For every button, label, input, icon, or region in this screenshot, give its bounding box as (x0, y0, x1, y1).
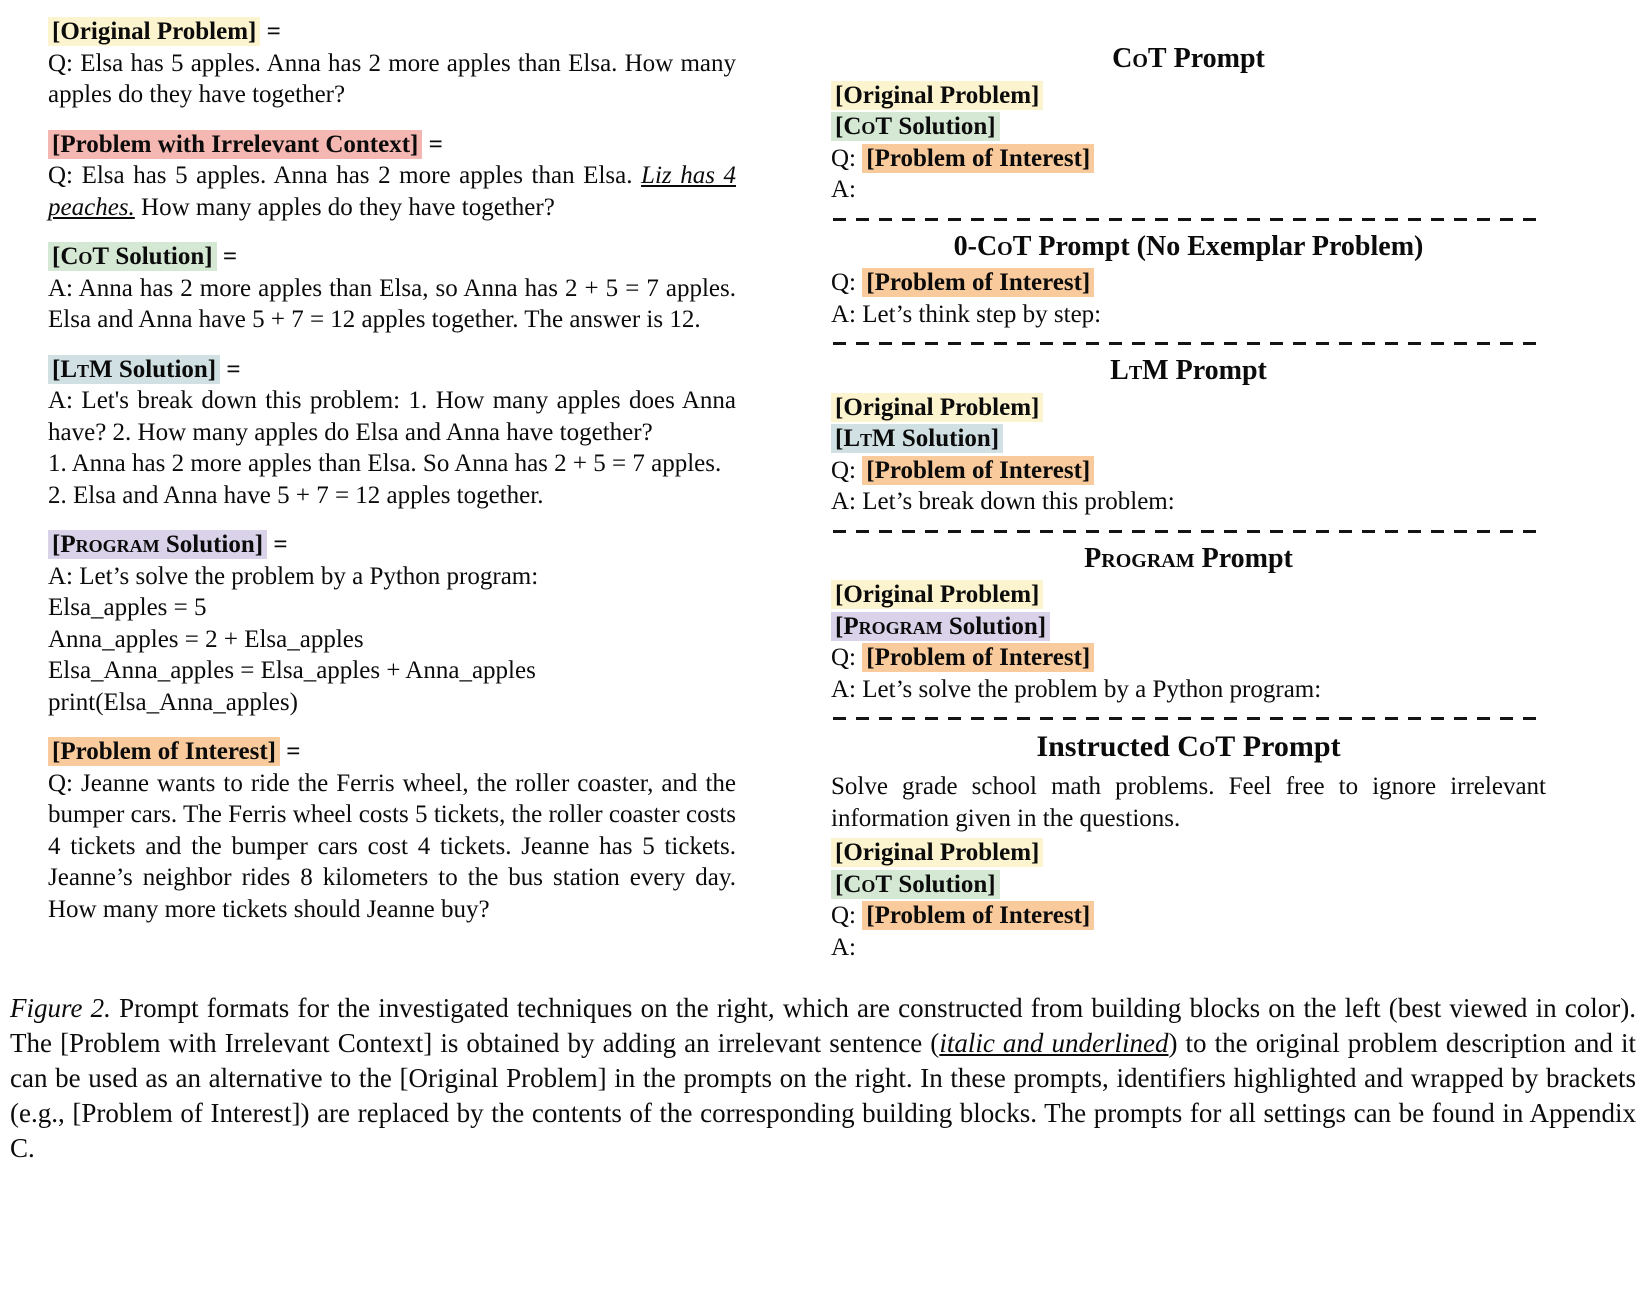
dashed-separator (833, 530, 1544, 533)
answer-line: A: Let’s think step by step: (831, 300, 1102, 328)
chip-text: Solution] (942, 612, 1047, 640)
problem-of-interest-label-chip (48, 737, 280, 766)
chip-text: [Problem of Interest] (866, 144, 1091, 172)
question-line (831, 642, 1546, 674)
answer-line: A: (831, 933, 856, 961)
dashed-separator (833, 717, 1544, 720)
irrelevant-context-text (48, 160, 736, 223)
figure-caption (10, 991, 1636, 1165)
title-pre: 0- (953, 230, 977, 262)
caption-text: Prompt formats for the investigated techniques on the right, which are constructed from building blocks on the left (best viewed in color). The [Problem with Irrelevant Context] is obtained by adding an irrelevant sentence ( (10, 993, 1637, 1059)
figure-label: Figure 2. (10, 993, 111, 1024)
caption-emphasis: italic and underlined (939, 1028, 1169, 1059)
chip-text: [Problem of Interest] (866, 902, 1091, 930)
label-text: [Original Problem] (52, 18, 257, 45)
block-label-line (48, 16, 736, 48)
chip-smallcaps: [CoT (835, 870, 893, 898)
irrelevant-sentence: Liz has 4 peaches. (48, 162, 737, 221)
equals-sign: = (422, 130, 443, 158)
text-before-irrelevant: Q: Elsa has 5 apples. Anna has 2 more apples than Elsa. (48, 162, 642, 189)
block-label-line (48, 529, 736, 561)
cot-prompt-section (831, 42, 1546, 221)
title-rest: Prompt (1166, 43, 1265, 74)
program-prompt-section (831, 542, 1546, 721)
figure-columns (10, 16, 1636, 963)
problem-of-interest-chip (862, 456, 1094, 485)
section-title (831, 354, 1546, 388)
text-after-irrelevant: How many apples do they have together? (134, 193, 555, 221)
question-line (831, 143, 1546, 175)
question-prefix: Q: (831, 456, 863, 484)
program-solution-block (48, 529, 736, 718)
chip-smallcaps: [CoT (835, 113, 893, 141)
problem-of-interest-block (48, 736, 736, 925)
title-smallcaps: CoT (1177, 730, 1236, 764)
problem-of-interest-chip (862, 144, 1094, 173)
label-text: [Problem with Irrelevant Context] (52, 130, 419, 158)
title-rest: Prompt (1235, 730, 1341, 764)
cot-solution-label-chip (48, 242, 217, 271)
cot-solution-chip (831, 870, 1000, 899)
block-label-line (48, 129, 736, 161)
problem-of-interest-chip (862, 643, 1094, 672)
program-code-line: Anna_apples = 2 + Elsa_apples (48, 625, 364, 653)
label-text: Solution] (112, 355, 217, 383)
label-text: Solution] (109, 243, 213, 270)
ltm-solution-block (48, 354, 736, 512)
ltm-solution-line: A: Let's break down this problem: 1. How many apples does Anna have? 2. How many apples do Elsa and Anna have together? (48, 387, 736, 446)
title-smallcaps: LtM (1110, 355, 1169, 387)
question-line (831, 455, 1546, 487)
chip-line (831, 80, 1546, 112)
section-title (831, 230, 1546, 264)
label-smallcaps: [LtM (52, 355, 113, 383)
ltm-prompt-section (831, 354, 1546, 533)
title-smallcaps: CoT (976, 230, 1032, 262)
dashed-separator (833, 218, 1544, 221)
question-prefix: Q: (831, 902, 863, 930)
program-solution-chip (831, 612, 1050, 641)
ltm-solution-line: 1. Anna has 2 more apples than Elsa. So Anna has 2 + 5 = 7 apples. (48, 450, 722, 477)
program-solution-label-chip (48, 530, 267, 559)
section-title (831, 42, 1546, 76)
chip-smallcaps: [LtM (835, 425, 896, 453)
problem-of-interest-chip (862, 901, 1094, 930)
equals-sign: = (267, 531, 288, 558)
chip-line (831, 837, 1546, 869)
caption-text: ) to the original problem description and it can be used as an alternative to the [Original Problem] in the prompts on the right. In these prompts, identifiers highlighted and wrapped by brackets (e.g., [Problem of Interest]) are replaced by the contents of the corresponding building blocks. The prompts for all settings can be found in Appendix C. (10, 1028, 1637, 1163)
equals-sign: = (220, 355, 241, 383)
chip-text: [Problem of Interest] (866, 644, 1091, 672)
question-line (831, 900, 1546, 932)
title-smallcaps: CoT (1112, 43, 1167, 74)
building-blocks-column (48, 16, 736, 943)
question-prefix: Q: (831, 644, 863, 672)
chip-line (831, 579, 1546, 611)
irrelevant-context-block (48, 129, 736, 224)
chip-text: [Problem of Interest] (866, 269, 1091, 297)
original-problem-block (48, 16, 736, 111)
ltm-solution-chip (831, 424, 1003, 453)
section-title (831, 542, 1546, 576)
title-rest: Prompt (1168, 355, 1267, 387)
question-line (831, 267, 1546, 299)
title-rest: Prompt (1194, 542, 1293, 574)
ltm-solution-line: 2. Elsa and Anna have 5 + 7 = 12 apples together. (48, 481, 544, 509)
program-code-line: Elsa_apples = 5 (48, 594, 207, 621)
block-label-line (48, 736, 736, 768)
answer-line: A: Let’s break down this problem: (831, 488, 1175, 516)
answer-line: A: (831, 176, 856, 204)
answer-line: A: Let’s solve the problem by a Python program: (831, 675, 1322, 703)
original-problem-chip (831, 838, 1043, 867)
chip-line (831, 423, 1546, 455)
equals-sign: = (260, 18, 281, 45)
chip-line (831, 111, 1546, 143)
cot-solution-text: A: Anna has 2 more apples than Elsa, so Anna has 2 + 5 = 7 apples. Elsa and Anna have 5 + 7 = 12 apples together. The answer is 12. (48, 274, 736, 333)
original-problem-chip (831, 393, 1043, 422)
program-solution-line: A: Let’s solve the problem by a Python program: (48, 562, 539, 590)
title-smallcaps: Program (1084, 542, 1195, 574)
ltm-solution-label-chip (48, 355, 220, 384)
equals-sign: = (280, 738, 301, 765)
question-prefix: Q: (831, 144, 863, 172)
problem-of-interest-text: Q: Jeanne wants to ride the Ferris wheel, the roller coaster, and the bumper cars. The Ferris wheel costs 5 tickets, the roller coaster costs 4 tickets and the bumper cars cost 4 tickets. Jeanne has 5 tickets. Jeanne’s neighbor rides 8 kilometers to the bus station every day. How many more tickets should Jeanne buy? (48, 769, 736, 923)
instruction-text: Solve grade school math problems. Feel free to ignore irrelevant information given in the questions. (831, 773, 1546, 832)
chip-text: Solution] (892, 870, 996, 898)
chip-text: [Original Problem] (835, 81, 1040, 109)
section-title (831, 729, 1546, 765)
chip-text: Solution] (892, 113, 996, 141)
chip-text: [Original Problem] (835, 839, 1040, 867)
chip-line (831, 611, 1546, 643)
chip-line (831, 392, 1546, 424)
label-smallcaps: [Program (52, 531, 160, 558)
chip-text: [Problem of Interest] (866, 456, 1091, 484)
original-problem-chip (831, 580, 1043, 609)
chip-smallcaps: [Program (835, 612, 943, 640)
cot-solution-block (48, 241, 736, 336)
equals-sign: = (216, 243, 238, 270)
irrelevant-context-label-chip (48, 130, 422, 159)
original-problem-label-chip (48, 17, 260, 46)
program-code-line: print(Elsa_Anna_apples) (48, 688, 298, 716)
title-pre: Instructed (1036, 730, 1178, 764)
title-rest: Prompt (No Exemplar Problem) (1031, 230, 1424, 262)
zero-cot-prompt-section (831, 230, 1546, 346)
block-label-line (48, 241, 736, 273)
question-prefix: Q: (831, 269, 863, 297)
cot-solution-chip (831, 112, 1000, 141)
block-label-line (48, 354, 736, 386)
label-text: [Problem of Interest] (52, 738, 277, 765)
dashed-separator (833, 342, 1544, 345)
chip-line (831, 869, 1546, 901)
chip-text: Solution] (895, 425, 1000, 453)
label-text: Solution] (159, 531, 264, 558)
prompt-formats-column (831, 16, 1546, 963)
instructed-cot-prompt-section (831, 729, 1546, 963)
chip-text: [Original Problem] (835, 393, 1040, 421)
program-code-line: Elsa_Anna_apples = Elsa_apples + Anna_apples (48, 657, 536, 684)
chip-text: [Original Problem] (835, 581, 1040, 609)
original-problem-chip (831, 81, 1043, 110)
label-smallcaps: [CoT (52, 243, 110, 270)
problem-of-interest-chip (862, 268, 1094, 297)
original-problem-text: Q: Elsa has 5 apples. Anna has 2 more apples than Elsa. How many apples do they have together? (48, 49, 736, 108)
